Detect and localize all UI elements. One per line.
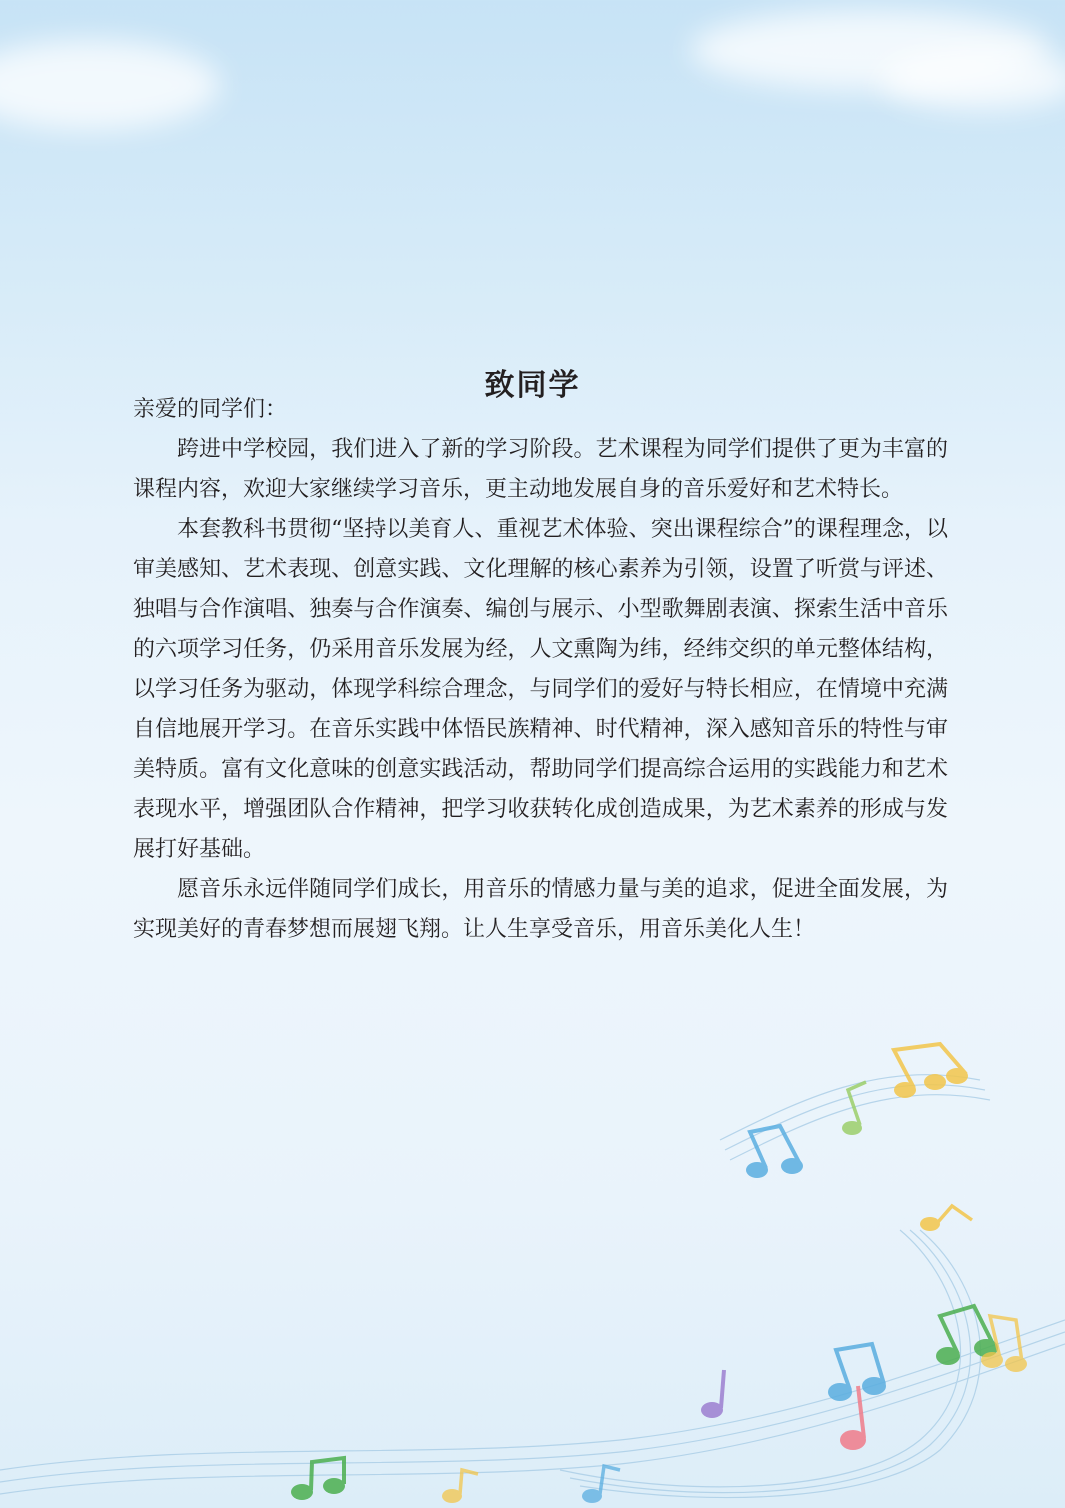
- paragraph: 愿音乐永远伴随同学们成长，用音乐的情感力量与美的追求，促进全面发展，为实现美好的青春梦想而展翅飞翔。让人生享受音乐，用音乐美化人生！: [133, 877, 948, 942]
- paragraph: 跨进中学校园，我们进入了新的学习阶段。艺术课程为同学们提供了更为丰富的课程内容，欢迎大家继续学习音乐，更主动地发展自身的音乐爱好和艺术特长。: [133, 437, 948, 502]
- music-staff-lines: [0, 1075, 1065, 1498]
- page-title: 致同学: [484, 368, 581, 404]
- note-icon: [894, 1044, 968, 1098]
- greeting: 亲爱的同学们：: [133, 397, 288, 422]
- paragraph: 本套教科书贯彻“坚持以美育人、重视艺术体验、突出课程综合”的课程理念，以审美感知、艺术表现、创意实践、文化理解的核心素养为引领，设置了听赏与评述、独唱与合作演唱、独奏与合作演奏、编创与展示、小型歌舞剧表演、探索生活中音乐的六项学习任务，仍采用音乐发展为经，人文熏陶为纬，经纬交织的单元整体结构，以学习任务为驱动，体现学科综合理念，与同学们的爱好与特长相应，在情境中充满自信地展开学习。在音乐实践中体悟民族精神、时代精神，深入感知音乐的特性与审美特质。富有文化意味的创意实践活动，帮助同学们提高综合运用的实践能力和艺术表现水平，增强团队合作精神，把学习收获转化成创造成果，为艺术素养的形成与发展打好基础。: [133, 517, 948, 862]
- note-icon: [746, 1126, 803, 1178]
- note-icon: [920, 1206, 972, 1231]
- note-icon: [842, 1082, 866, 1135]
- note-icon: [442, 1470, 478, 1503]
- note-icon: [291, 1458, 345, 1500]
- note-icon: [582, 1466, 620, 1503]
- note-icon: [701, 1370, 724, 1418]
